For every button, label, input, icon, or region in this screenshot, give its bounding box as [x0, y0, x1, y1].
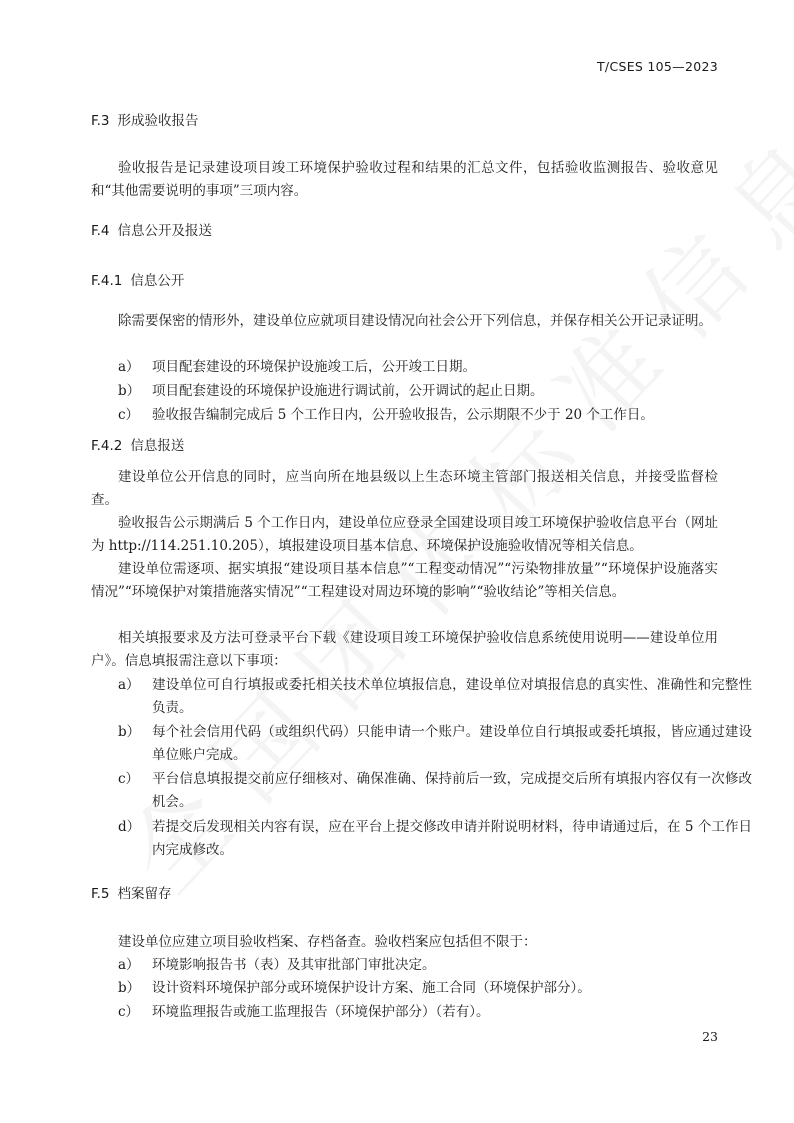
list-item-text: 若提交后发现相关内容有误，应在平台上提交修改申请并附说明材料，待申请通过后，在 5 个工作日内完成修改。 — [152, 819, 752, 858]
list-item — [118, 356, 752, 379]
standard-code: T/CSES 105—2023 — [597, 59, 718, 74]
list-item-text: 建设单位可自行填报或委托相关技术单位填报信息，建设单位对填报信息的真实性、准确性和完整性负责。 — [152, 677, 752, 716]
section-number: F.4.2 — [91, 438, 123, 454]
section-heading-f3 — [91, 110, 198, 133]
list-item-label: b） — [118, 980, 141, 996]
list-item — [118, 816, 752, 862]
section-title: 形成验收报告 — [117, 113, 199, 129]
section-heading-f4 — [91, 220, 212, 243]
section-number: F.4 — [91, 223, 110, 239]
list-item-text: 环境监理报告或施工监理报告（环境保护部分）（若有）。 — [152, 1004, 490, 1020]
list-item — [118, 674, 752, 720]
list-item — [118, 721, 752, 767]
list-item — [118, 977, 752, 1000]
list-item-text: 项目配套建设的环境保护设施进行调试前，公开调试的起止日期。 — [152, 383, 544, 399]
section-title: 信息公开及报送 — [117, 223, 212, 239]
paragraph: 建设单位应建立项目验收档案、存档备查。验收档案应包括但不限于： — [118, 934, 537, 950]
list-item-label: a） — [118, 677, 140, 693]
list-item — [118, 380, 752, 403]
list-item-text: 每个社会信用代码（或组织代码）只能申请一个账户。建设单位自行填报或委托填报，皆应通过建设单位账户完成。 — [152, 724, 752, 763]
paragraph: 相关填报要求及方法可登录平台下载《建设项目竣工环境保护验收信息系统使用说明——建设单位用户》。信息填报需注意以下事项： — [91, 630, 718, 669]
section-heading-f41 — [91, 270, 184, 293]
section-heading-f42 — [91, 435, 184, 458]
list-item-label: c） — [118, 407, 140, 423]
list-item-label: a） — [118, 957, 140, 973]
paragraph: 除需要保密的情形外，建设单位应就项目建设情况向社会公开下列信息，并保存相关公开记录证明。 — [118, 313, 712, 329]
section-heading-f5 — [91, 883, 171, 906]
section-title: 信息公开 — [130, 273, 185, 289]
list-item-text: 平台信息填报提交前应仔细核对、确保准确、保持前后一致，完成提交后所有填报内容仅有一次修改机会。 — [152, 771, 752, 810]
paragraph: 建设单位需逐项、据实填报“建设项目基本信息”“工程变动情况”“污染物排放量”“环境保护设施落实情况”“环境保护对策措施落实情况”“工程建设对周边环境的影响”“验收结论”等相关信息。 — [91, 561, 718, 600]
list-item-text: 环境影响报告书（表）及其审批部门审批决定。 — [152, 957, 436, 973]
section-number: F.4.1 — [91, 273, 123, 289]
list-item-label: c） — [118, 1004, 140, 1020]
list-item — [118, 768, 752, 814]
list-item-text: 项目配套建设的环境保护设施竣工后，公开竣工日期。 — [152, 359, 476, 375]
list-item-text: 验收报告编制完成后 5 个工作日内，公开验收报告，公示期限不少于 20 个工作日。 — [152, 407, 654, 423]
paragraph: 验收报告是记录建设项目竣工环境保护验收过程和结果的汇总文件，包括验收监测报告、验收意见和“其他需要说明的事项”三项内容。 — [91, 160, 718, 199]
list-item — [118, 1001, 752, 1024]
section-title: 信息报送 — [130, 438, 185, 454]
section-number: F.3 — [91, 113, 110, 129]
list-item — [118, 954, 752, 977]
section-number: F.5 — [91, 886, 110, 902]
list-item-text: 设计资料环境保护部分或环境保护设计方案、施工合同（环境保护部分）。 — [152, 980, 591, 996]
section-title: 档案留存 — [117, 886, 172, 902]
list-item-label: d） — [118, 819, 141, 835]
paragraph: 建设单位公开信息的同时，应当向所在地县级以上生态环境主管部门报送相关信息，并接受监督检查。 — [91, 469, 718, 508]
paragraph: 验收报告公示期满后 5 个工作日内，建设单位应登录全国建设项目竣工环境保护验收信息平台（网址为 http://114.251.10.205），填报建设项目基本信息、环境保护设施验收情况等相关信息。 — [91, 515, 718, 554]
list-item-label: a） — [118, 359, 140, 375]
list-item-label: b） — [118, 383, 141, 399]
page-number: 23 — [702, 1029, 718, 1044]
list-item-label: c） — [118, 771, 140, 787]
list-item-label: b） — [118, 724, 141, 740]
list-item — [118, 404, 752, 427]
